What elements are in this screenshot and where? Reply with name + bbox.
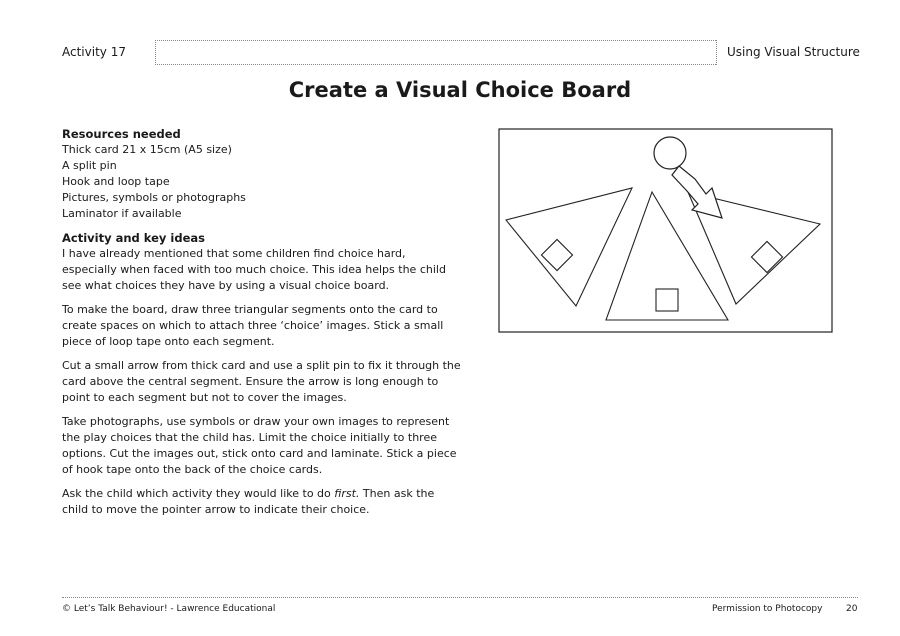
activity-heading: Activity and key ideas: [62, 231, 205, 245]
page-number: 20: [846, 604, 858, 614]
footer-permission: Permission to Photocopy: [712, 604, 823, 614]
resources-list: [62, 142, 462, 222]
split-pin-circle: [654, 137, 686, 169]
left-image-placeholder: [541, 239, 572, 270]
footer-rule: [62, 597, 858, 598]
activity-paragraph: To make the board, draw three triangular segments onto the card to create spaces on which to attach three ‘choice’ images. Stick a small piece of loop tape onto each segment.: [62, 303, 444, 348]
right-image-placeholder: [751, 241, 782, 272]
activity-number-tab: Activity 17: [0, 40, 156, 65]
choice-board-diagram: [498, 128, 834, 334]
activity-content: [62, 126, 462, 526]
activity-paragraph: Cut a small arrow from thick card and use a split pin to fix it through the card above the central segment. Ensure the arrow is long enough to point to each segment but not to cover the images.: [62, 359, 461, 404]
resource-item: A split pin: [62, 159, 117, 172]
final-text-before: Ask the child which activity they would like to do: [62, 487, 335, 500]
section-name-tab: Using Visual Structure: [716, 40, 900, 65]
resource-item: Laminator if available: [62, 207, 182, 220]
final-text-emphasis: first.: [334, 487, 360, 500]
final-text-after: Then ask the child to move the pointer arrow to indicate their choice.: [62, 487, 435, 516]
resource-item: Pictures, symbols or photographs: [62, 191, 246, 204]
resource-item: Hook and loop tape: [62, 175, 170, 188]
center-image-placeholder: [656, 289, 678, 311]
page-title: Create a Visual Choice Board: [288, 78, 632, 102]
activity-paragraph-final: [62, 486, 462, 518]
activity-paragraph: Take photographs, use symbols or draw your own images to represent the play choices that the child has. Limit the choice initially to three options. Cut the images out, stick onto card and laminate. Stick a piece of hook tape onto the back of the choice cards.: [62, 415, 457, 476]
resource-item: Thick card 21 x 15cm (A5 size): [62, 143, 232, 156]
activity-paragraph: I have already mentioned that some children find choice hard, especially when faced with too much choice. This idea helps the child see what choices they have by using a visual choice board.: [62, 247, 446, 292]
left-segment: [506, 188, 632, 306]
pointer-arrow: [672, 166, 722, 218]
footer-copyright: © Let’s Talk Behaviour! - Lawrence Educational: [62, 604, 276, 614]
resources-heading: Resources needed: [62, 127, 181, 141]
